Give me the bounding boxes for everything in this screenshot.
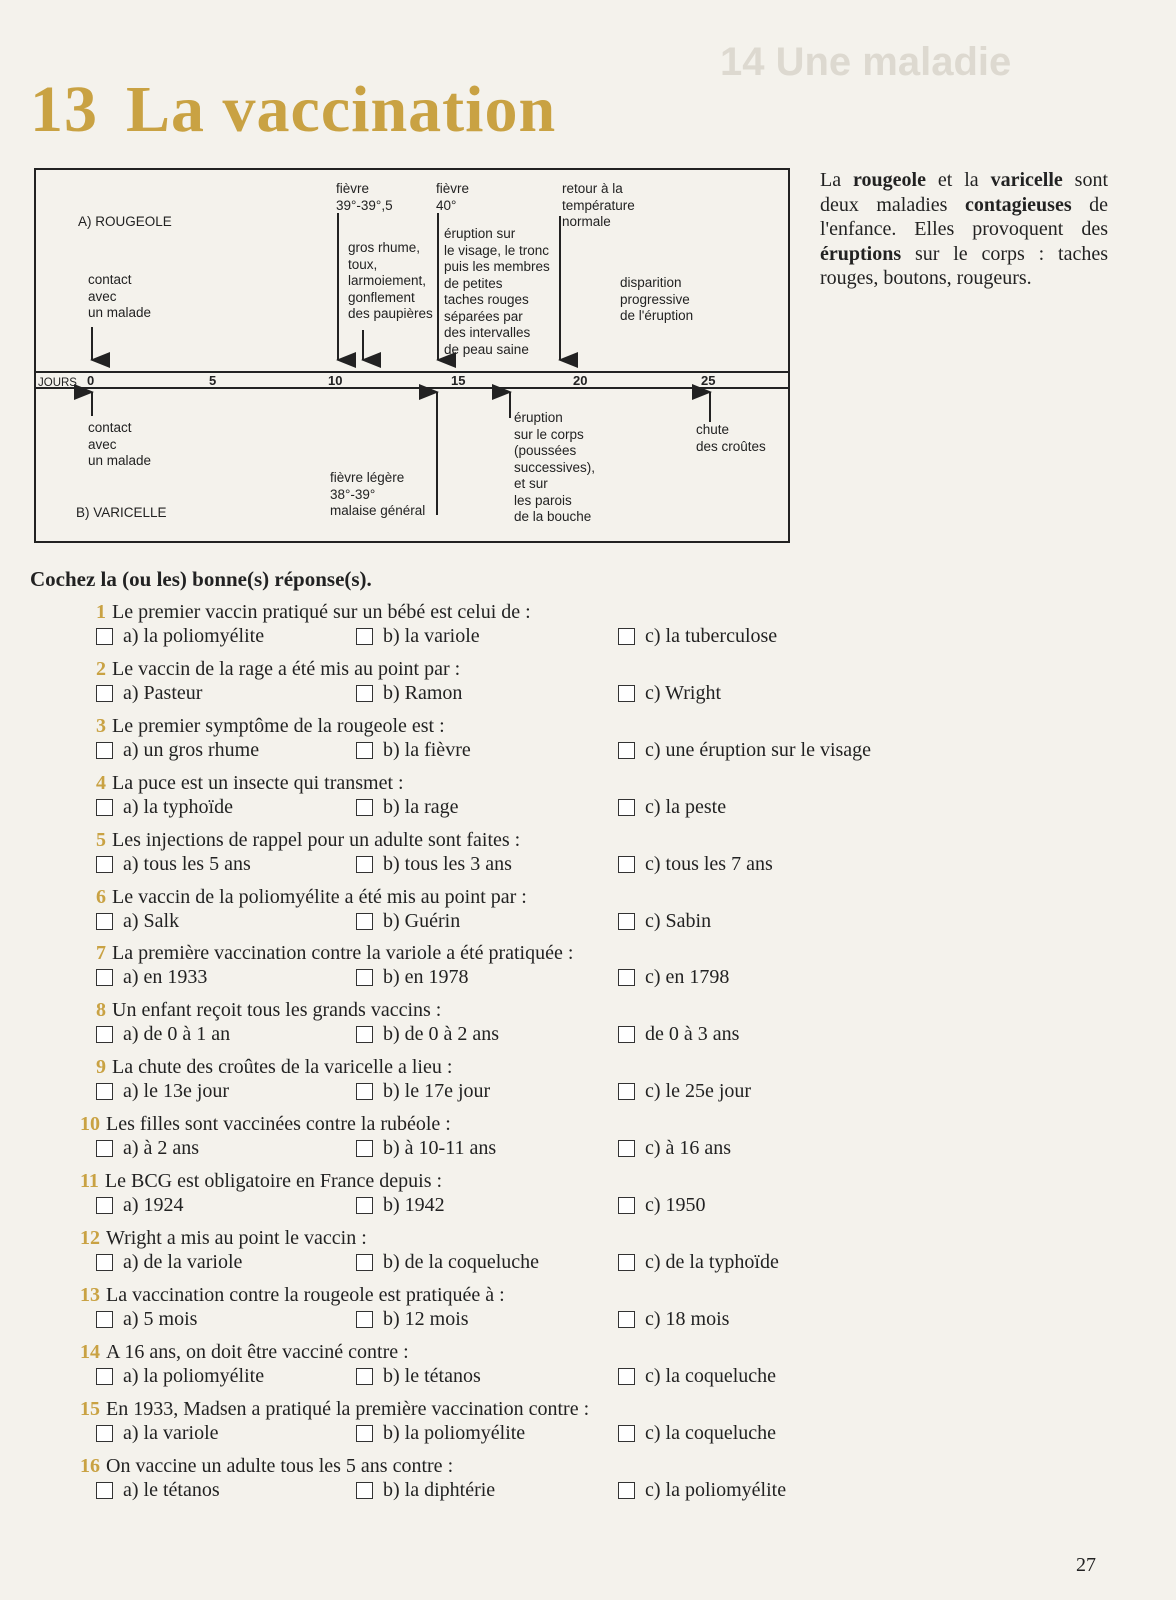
question-prompt: Un enfant reçoit tous les grands vaccins : (112, 999, 442, 1022)
answer-option[interactable] (356, 796, 459, 819)
question-number: 5 (96, 828, 106, 851)
answer-label: a) 1924 (123, 1194, 184, 1216)
question-prompt: Le premier vaccin pratiqué sur un bébé est celui de : (112, 601, 531, 623)
question-text (80, 1341, 409, 1364)
answer-checkbox[interactable] (618, 913, 635, 930)
question-number: 16 (80, 1454, 100, 1477)
question-item (0, 1341, 1176, 1399)
answer-label: c) en 1798 (645, 966, 730, 989)
answer-label: b) la variole (383, 625, 480, 647)
answer-checkbox[interactable] (356, 1254, 373, 1271)
answer-option[interactable] (618, 1479, 786, 1502)
question-number: 8 (96, 999, 106, 1022)
question-number: 9 (96, 1056, 106, 1079)
answer-label: b) Ramon (383, 681, 463, 704)
question-prompt: La vaccination contre la rougeole est pratiquée à : (106, 1283, 505, 1306)
question-number: 11 (80, 1170, 99, 1192)
answer-checkbox[interactable] (96, 1368, 113, 1385)
answer-checkbox[interactable] (356, 685, 373, 702)
answer-label: c) la poliomyélite (645, 1478, 787, 1501)
question-text (96, 715, 445, 738)
question-item (0, 601, 1176, 659)
answer-checkbox[interactable] (356, 1026, 373, 1043)
answer-checkbox[interactable] (356, 1083, 373, 1100)
answer-label: a) un gros rhume (123, 738, 260, 761)
answer-label: a) à 2 ans (123, 1137, 200, 1160)
answer-option[interactable] (356, 1422, 525, 1445)
tick-label: 20 (573, 373, 588, 388)
answer-checkbox[interactable] (96, 856, 113, 873)
intro-text: et la (925, 169, 991, 191)
answer-label: c) Wright (645, 681, 722, 704)
answer-checkbox[interactable] (618, 1140, 635, 1157)
answer-option[interactable] (356, 682, 462, 705)
answer-label: de 0 à 3 ans (645, 1023, 740, 1046)
question-number: 14 (80, 1340, 100, 1363)
answer-label: b) 1942 (383, 1194, 445, 1216)
measles-label: A) ROUGEOLE (78, 214, 172, 229)
title-number: 13 (30, 73, 98, 146)
question-text (96, 886, 527, 909)
question-prompt: Le vaccin de la rage a été mis au point par : (112, 657, 461, 680)
answer-label: a) la typhoïde (123, 795, 233, 818)
answer-label: b) la rage (383, 795, 459, 818)
answer-label: a) la poliomyélite (123, 625, 265, 647)
answer-option[interactable] (356, 1023, 499, 1046)
chickenpox-eruption-label: éruption sur le corps (poussées successives), et sur les parois de la bouche (514, 410, 596, 524)
answer-label: c) de la typhoïde (645, 1250, 779, 1273)
question-text (80, 1398, 589, 1421)
answer-checkbox[interactable] (96, 1197, 113, 1214)
answer-label: a) le tétanos (123, 1478, 220, 1501)
answer-checkbox[interactable] (356, 1311, 373, 1328)
title-text: La vaccination (126, 73, 557, 146)
intro-keyword: éruptions (820, 242, 902, 265)
question-prompt: Les filles sont vaccinées contre la rubéole : (106, 1113, 451, 1136)
answer-checkbox[interactable] (618, 1425, 635, 1442)
answer-label: c) tous les 7 ans (645, 852, 773, 875)
answer-checkbox[interactable] (96, 685, 113, 702)
question-item (0, 1398, 1176, 1456)
question-item (0, 829, 1176, 887)
question-text (96, 999, 441, 1022)
tick-label: 5 (209, 373, 217, 388)
answer-label: a) 5 mois (123, 1307, 198, 1330)
answer-option[interactable] (356, 853, 512, 876)
answer-label: a) de 0 à 1 an (123, 1023, 231, 1046)
question-text (80, 1455, 453, 1478)
answer-checkbox[interactable] (356, 1482, 373, 1499)
intro-text: de l'enfance. Elles provoquent des (820, 193, 1108, 240)
answer-checkbox[interactable] (618, 628, 635, 645)
intro-keyword: varicelle (990, 169, 1063, 191)
answer-checkbox[interactable] (96, 1140, 113, 1157)
answer-label: a) en 1933 (123, 966, 208, 989)
eruption-disappears-label: disparition progressive de l'éruption (620, 275, 694, 323)
answer-checkbox[interactable] (356, 1368, 373, 1385)
question-text (96, 601, 531, 624)
question-text (80, 1227, 367, 1250)
question-prompt: Les injections de rappel pour un adulte sont faites : (112, 828, 521, 851)
question-text (96, 658, 460, 681)
question-prompt: En 1933, Madsen a pratiqué la première vaccination contre : (106, 1397, 590, 1420)
answer-checkbox[interactable] (96, 1425, 113, 1442)
answer-checkbox[interactable] (618, 856, 635, 873)
disease-timeline-diagram (34, 168, 790, 543)
answer-label: b) en 1978 (383, 966, 469, 989)
chickenpox-contact-label: contact avec un malade (88, 420, 152, 468)
answer-option[interactable] (96, 1308, 197, 1331)
answer-label: c) la peste (645, 795, 727, 818)
answer-label: b) la fièvre (383, 738, 471, 761)
answer-option[interactable] (618, 1137, 731, 1160)
measles-symptoms-label: gros rhume, toux, larmoiement, gonflement des paupières (348, 240, 433, 321)
answer-checkbox[interactable] (618, 1083, 635, 1100)
bleed-through-text: 14 Une maladie (720, 40, 1012, 84)
answer-option[interactable] (356, 1251, 539, 1274)
intro-keyword: contagieuses (964, 193, 1072, 216)
answer-option[interactable] (356, 1308, 469, 1331)
question-prompt: Wright a mis au point le vaccin : (106, 1226, 367, 1249)
answer-option[interactable] (96, 1080, 229, 1103)
answer-label: c) 1950 (645, 1194, 706, 1216)
answer-checkbox[interactable] (618, 1311, 635, 1328)
question-text (96, 829, 520, 852)
answer-option[interactable] (618, 796, 726, 819)
answer-label: b) de 0 à 2 ans (383, 1023, 500, 1046)
answer-option[interactable] (96, 1137, 199, 1160)
answer-checkbox[interactable] (96, 799, 113, 816)
question-number: 4 (96, 771, 106, 794)
answer-checkbox[interactable] (356, 913, 373, 930)
answer-label: b) le tétanos (383, 1364, 481, 1387)
question-prompt: Le premier symptôme de la rougeole est : (112, 714, 445, 737)
answer-option[interactable] (356, 966, 469, 989)
answer-option[interactable] (96, 625, 264, 648)
question-prompt: La première vaccination contre la variole a été pratiquée : (112, 942, 574, 965)
temperature-return-label: retour à la température normale (562, 181, 635, 229)
days-axis (36, 371, 788, 389)
answer-checkbox[interactable] (96, 1254, 113, 1271)
answer-label: c) 18 mois (645, 1307, 730, 1330)
answer-checkbox[interactable] (618, 1254, 635, 1271)
question-item (0, 715, 1176, 773)
answer-option[interactable] (618, 682, 721, 705)
intro-paragraph (820, 168, 1108, 291)
question-text (96, 1056, 452, 1079)
answer-option[interactable] (96, 853, 251, 876)
question-text (80, 1284, 505, 1307)
tick-label: 15 (451, 373, 466, 388)
question-item (0, 1056, 1176, 1114)
page-title (30, 72, 556, 148)
intro-text: sont deux maladies (820, 169, 1109, 216)
answer-checkbox[interactable] (356, 1197, 373, 1214)
chickenpox-label: B) VARICELLE (76, 505, 167, 520)
question-number: 15 (80, 1397, 100, 1420)
question-prompt: A 16 ans, on doit être vacciné contre : (106, 1340, 409, 1363)
question-item (0, 886, 1176, 944)
answer-label: c) à 16 ans (645, 1137, 732, 1160)
answer-checkbox[interactable] (618, 1026, 635, 1043)
answer-checkbox[interactable] (356, 742, 373, 759)
question-number: 1 (96, 601, 106, 623)
question-item (0, 658, 1176, 716)
answer-label: a) la variole (123, 1421, 219, 1444)
answer-label: b) le 17e jour (383, 1080, 491, 1103)
question-item (0, 1455, 1176, 1513)
answer-checkbox[interactable] (356, 628, 373, 645)
answer-option[interactable] (618, 1194, 706, 1217)
answer-option[interactable] (618, 853, 773, 876)
answer-label: c) le 25e jour (645, 1080, 752, 1103)
answer-option[interactable] (618, 966, 729, 989)
answer-label: b) la poliomyélite (383, 1421, 526, 1444)
answer-option[interactable] (618, 1308, 729, 1331)
question-text (96, 942, 573, 965)
tick-label: 10 (328, 373, 343, 388)
question-prompt: Le vaccin de la poliomyélite a été mis au point par : (112, 885, 527, 908)
answer-label: a) le 13e jour (123, 1080, 230, 1103)
question-item (0, 999, 1176, 1057)
answer-label: c) la coqueluche (645, 1364, 777, 1387)
answer-checkbox[interactable] (96, 969, 113, 986)
answer-option[interactable] (356, 1194, 445, 1217)
answer-checkbox[interactable] (618, 1482, 635, 1499)
answer-option[interactable] (356, 1080, 490, 1103)
page-number: 27 (1076, 1554, 1096, 1576)
answer-checkbox[interactable] (618, 742, 635, 759)
answer-option[interactable] (96, 1479, 220, 1502)
answer-label: a) tous les 5 ans (123, 852, 251, 875)
question-text (80, 1113, 451, 1136)
answer-checkbox[interactable] (356, 1140, 373, 1157)
answer-checkbox[interactable] (356, 799, 373, 816)
answer-label: a) Pasteur (123, 681, 203, 704)
intro-text: sur le corps : taches rouges, boutons, rougeurs. (820, 242, 1108, 289)
measles-contact-label: contact avec un malade (88, 272, 152, 320)
crusts-fall-label: chute des croûtes (696, 422, 766, 454)
question-number: 3 (96, 714, 106, 737)
quiz-instruction: Cochez la (ou les) bonne(s) réponse(s). (30, 567, 372, 591)
question-item (0, 772, 1176, 830)
answer-checkbox[interactable] (356, 1425, 373, 1442)
answer-label: a) la poliomyélite (123, 1364, 265, 1387)
answer-option[interactable] (96, 1251, 242, 1274)
question-prompt: Le BCG est obligatoire en France depuis : (104, 1170, 443, 1192)
answer-option[interactable] (356, 625, 480, 648)
answer-option[interactable] (96, 1194, 184, 1217)
answer-option[interactable] (618, 1365, 776, 1388)
answer-label: b) Guérin (383, 909, 461, 932)
answer-checkbox[interactable] (96, 742, 113, 759)
answer-checkbox[interactable] (618, 685, 635, 702)
tick-label: 25 (701, 373, 716, 388)
question-item (0, 1284, 1176, 1342)
answer-checkbox[interactable] (96, 1083, 113, 1100)
answer-option[interactable] (618, 1080, 751, 1103)
answer-checkbox[interactable] (356, 969, 373, 986)
intro-keyword: rougeole (853, 169, 926, 191)
answer-option[interactable] (618, 739, 871, 762)
answer-option[interactable] (96, 796, 233, 819)
question-item (0, 942, 1176, 1000)
answer-label: c) une éruption sur le visage (645, 738, 872, 761)
answer-checkbox[interactable] (96, 1026, 113, 1043)
answer-option[interactable] (96, 682, 202, 705)
answer-option[interactable] (356, 910, 460, 933)
question-prompt: La chute des croûtes de la varicelle a lieu : (112, 1056, 453, 1079)
measles-fever-label: fièvre 39°-39°,5 (336, 181, 393, 213)
answer-label: c) la tuberculose (645, 625, 778, 647)
question-item (0, 1113, 1176, 1171)
measles-fever-peak-label: fièvre 40° (436, 181, 470, 213)
answer-label: b) à 10-11 ans (383, 1137, 497, 1160)
answer-option[interactable] (618, 910, 711, 933)
answer-option[interactable] (356, 1365, 481, 1388)
answer-option[interactable] (356, 1479, 495, 1502)
answer-label: a) de la variole (123, 1250, 243, 1273)
measles-eruption-label: éruption sur le visage, le tronc puis les membres de petites taches rouges séparées par des intervalles de peau saine (444, 226, 550, 357)
answer-option[interactable] (96, 1365, 264, 1388)
answer-checkbox[interactable] (356, 856, 373, 873)
answer-option[interactable] (618, 1251, 779, 1274)
question-number: 7 (96, 942, 106, 965)
answer-option[interactable] (96, 910, 179, 933)
question-number: 2 (96, 657, 106, 680)
question-text (80, 1170, 442, 1193)
question-number: 13 (80, 1283, 100, 1306)
answer-checkbox[interactable] (96, 628, 113, 645)
chickenpox-fever-label: fièvre légère 38°-39° malaise général (330, 470, 426, 518)
answer-label: b) tous les 3 ans (383, 852, 512, 875)
answer-label: c) la coqueluche (645, 1421, 777, 1444)
question-prompt: On vaccine un adulte tous les 5 ans contre : (106, 1454, 454, 1477)
answer-checkbox[interactable] (618, 1368, 635, 1385)
days-axis-label: JOURS (38, 377, 77, 389)
answer-option[interactable] (618, 1023, 739, 1046)
answer-label: b) de la coqueluche (383, 1250, 540, 1273)
answer-label: c) Sabin (645, 909, 712, 932)
answer-option[interactable] (618, 1422, 776, 1445)
question-number: 12 (80, 1226, 100, 1249)
question-number: 6 (96, 885, 106, 908)
answer-label: b) la diphtérie (383, 1478, 496, 1501)
answer-checkbox[interactable] (96, 1311, 113, 1328)
answer-option[interactable] (96, 1023, 230, 1046)
answer-option[interactable] (96, 966, 207, 989)
answer-label: b) 12 mois (383, 1307, 469, 1330)
answer-checkbox[interactable] (96, 1482, 113, 1499)
answer-option[interactable] (356, 739, 471, 762)
answer-option[interactable] (618, 625, 777, 648)
answer-option[interactable] (96, 1422, 219, 1445)
answer-label: a) Salk (123, 909, 180, 932)
answer-checkbox[interactable] (96, 913, 113, 930)
question-item (0, 1170, 1176, 1228)
answer-checkbox[interactable] (618, 799, 635, 816)
answer-checkbox[interactable] (618, 1197, 635, 1214)
answer-option[interactable] (356, 1137, 496, 1160)
question-prompt: La puce est un insecte qui transmet : (112, 771, 404, 794)
answer-option[interactable] (96, 739, 259, 762)
tick-label: 0 (87, 373, 95, 388)
question-item (0, 1227, 1176, 1285)
intro-text: La (820, 169, 854, 191)
answer-checkbox[interactable] (618, 969, 635, 986)
question-number: 10 (80, 1113, 100, 1136)
question-text (96, 772, 404, 795)
